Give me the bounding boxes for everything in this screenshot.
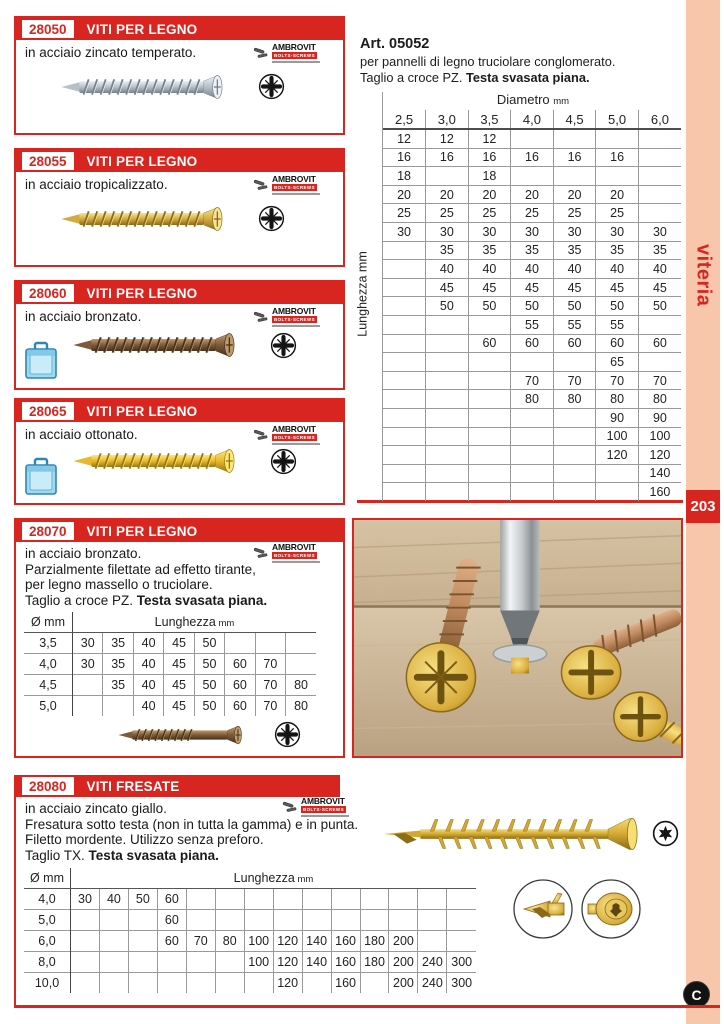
product-box-28070 xyxy=(14,518,345,758)
screw-image-zinc xyxy=(58,64,254,110)
ambrovit-logo: AMBROVIT BOLTS-SCREWS xyxy=(253,175,337,203)
product-box-28055 xyxy=(14,148,345,267)
product-title: VITI PER LEGNO xyxy=(86,153,198,169)
length-axis-label: Lunghezza mm xyxy=(356,251,371,337)
diameter-axis-label: Diametro mm xyxy=(496,92,570,107)
screw-image-brass xyxy=(70,438,266,484)
product-title: VITI PER LEGNO xyxy=(86,403,198,419)
ambrovit-logo: AMBROVIT BOLTS-SCREWS xyxy=(282,797,366,825)
size-table-28070: Ø mm Lunghezza mm 3,5 30 35 40 45 50 4,0 30 35 40 45 50 60 70 4,5 35 40 45 50 60 70 80 5,0 40 45 50 60 70 80 xyxy=(24,612,316,716)
product-code-badge: 28055 xyxy=(22,152,74,170)
ambrovit-logo: AMBROVIT BOLTS-SCREWS xyxy=(253,543,337,571)
torx-icon xyxy=(652,820,679,847)
pozidriv-icon xyxy=(270,332,297,359)
screw-detail-art xyxy=(512,876,644,942)
article-info xyxy=(360,36,615,86)
product-title: VITI PER LEGNO xyxy=(86,21,198,37)
page-number: 203 xyxy=(686,490,720,523)
product-code-badge: 28070 xyxy=(22,522,74,540)
product-description: in acciaio tropicalizzato. xyxy=(25,177,168,192)
screw-image-tropicalized xyxy=(58,196,254,242)
storage-box-icon xyxy=(24,456,58,496)
product-title: VITI PER LEGNO xyxy=(86,523,198,539)
size-table-28080: Ø mm Lunghezza mm 4,0 30 40 50 60 5,0 60 6,0 60 70 80 100 120 140 160 180 200 8,0 100 120 140 160 180 200 240 300 10,0 120 160 200 240 300 xyxy=(24,868,476,993)
article-desc-line2: Taglio a croce PZ. Testa svasata piana. xyxy=(360,70,590,85)
pozidriv-icon xyxy=(270,448,297,475)
product-code-badge: 28060 xyxy=(22,284,74,302)
product-title: VITI FRESATE xyxy=(86,778,180,794)
article-desc-line1: per pannelli di legno truciolare conglomerato. xyxy=(360,54,616,69)
product-code-badge: 28065 xyxy=(22,402,74,420)
product-description: in acciaio zincato giallo. Fresatura sotto testa (non in tutta la gamma) e in punta. Filetto mordente. Utilizzo senza preforo. Taglio TX. Testa svasata piana. xyxy=(25,801,359,863)
product-box-28050 xyxy=(14,16,345,135)
product-header xyxy=(16,18,343,40)
product-description: in acciaio zincato temperato. xyxy=(25,45,197,60)
screw-image-partial-thread xyxy=(116,716,266,754)
storage-box-icon xyxy=(24,340,58,380)
pozidriv-icon xyxy=(274,721,301,748)
product-header xyxy=(16,400,343,422)
product-photo-art xyxy=(354,520,681,756)
product-header xyxy=(16,520,343,542)
product-description: in acciaio bronzato. Parzialmente filettate ad effetto tirante, per legno massello o truciolare. Taglio a croce PZ. Testa svasata piana. xyxy=(25,546,268,608)
product-box-28065 xyxy=(14,398,345,505)
screw-image-coarse-thread xyxy=(378,806,668,862)
footer-brand-icon: C xyxy=(683,981,710,1008)
sidebar-label-wrap xyxy=(686,200,720,350)
product-title: VITI PER LEGNO xyxy=(86,285,198,301)
size-matrix-grid: 2,5 3,0 3,5 4,0 4,5 5,0 6,0 12 12 12 16 16 16 16 16 16 18 18 20 20 20 20 20 20 25 25 25 25 25 25 30 30 30 30 30 30 30 35 35 35 35 35 35 40 40 40 40 40 40 45 45 45 45 45 45 50 50 50 50 50 50 55 55 55 60 60 60 60 60 65 70 70 70 70 80 80 80 80 90 90 100 100 120 120 140 160 xyxy=(383,110,681,501)
pozidriv-icon xyxy=(258,205,285,232)
product-description: in acciaio ottonato. xyxy=(25,427,138,442)
product-photo xyxy=(352,518,683,758)
product-box-28060 xyxy=(14,280,345,390)
ambrovit-logo: AMBROVIT BOLTS-SCREWS xyxy=(253,43,337,71)
article-number: Art. 05052 xyxy=(360,36,430,52)
size-matrix-table xyxy=(382,92,683,501)
product-header xyxy=(16,775,340,797)
ambrovit-logo: AMBROVIT BOLTS-SCREWS xyxy=(253,307,337,335)
sidebar-label: viteria xyxy=(692,243,715,307)
ambrovit-logo: AMBROVIT BOLTS-SCREWS xyxy=(253,425,337,453)
sidebar-category-tab xyxy=(686,0,720,1024)
product-code-badge: 28050 xyxy=(22,20,74,38)
product-description: in acciaio bronzato. xyxy=(25,309,142,324)
screw-image-bronze xyxy=(70,322,266,368)
product-header xyxy=(16,282,343,304)
screw-detail-views xyxy=(512,876,644,942)
bottom-divider xyxy=(14,1005,720,1008)
pozidriv-icon xyxy=(258,73,285,100)
product-code-badge: 28080 xyxy=(22,777,74,795)
product-header xyxy=(16,150,343,172)
